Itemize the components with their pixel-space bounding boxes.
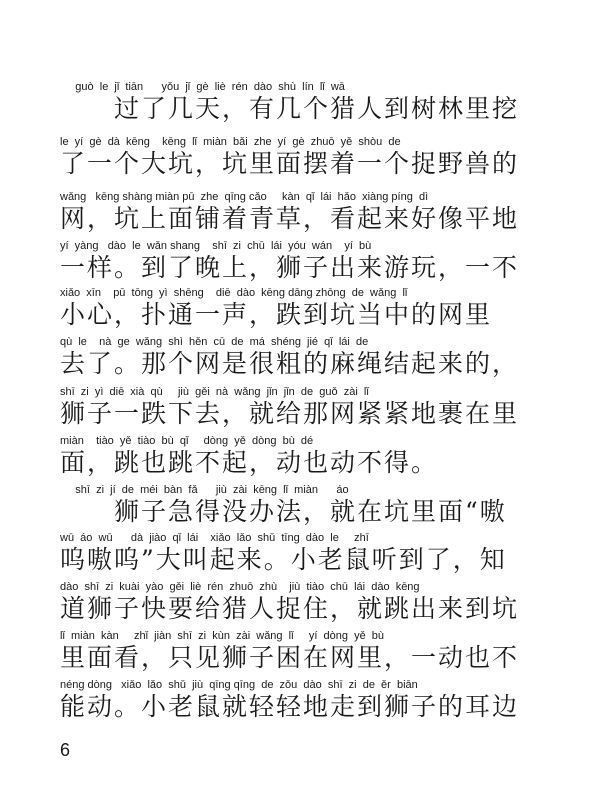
pinyin-row: shī zi jí de méi bàn fǎ jiù zài kēng lǐ miàn áo <box>60 484 349 496</box>
text-line <box>60 288 530 328</box>
hanzi-row: 道狮子快要给猎人捉住，就跳出来到坑 <box>60 593 520 623</box>
hanzi-row: 里面看，只见狮子困在网里，一动也不 <box>60 642 520 672</box>
text-line <box>60 533 530 573</box>
text-line <box>60 337 530 377</box>
text-line <box>60 241 530 281</box>
pinyin-row: xiǎo xīn pū tōng yì shēng diē dào kēng dāng zhōng de wǎng lǐ <box>60 287 408 299</box>
pinyin-row: wū áo wū dà jiào qǐ lái xiǎo lǎo shǔ tīng dào le zhī <box>60 532 369 544</box>
hanzi-row: 狮子一跌下去，就给那网紧紧地裹在里 <box>60 398 520 428</box>
text-line <box>60 387 530 427</box>
pinyin-row: lǐ miàn kàn zhǐ jiàn shī zi kùn zài wǎng lǐ yí dòng yě bù <box>60 630 385 642</box>
text-line <box>60 582 530 622</box>
pinyin-row: qù le nà ge wǎng shì hěn cū de má shéng jié qǐ lái de <box>60 336 369 348</box>
hanzi-row: 了一个大坑，坑里面摆着一个捉野兽的 <box>60 148 520 178</box>
text-line <box>60 436 530 476</box>
text-line <box>60 137 530 177</box>
text-line <box>60 485 530 525</box>
pinyin-row: le yí gè dà kēng kēng lǐ miàn bǎi zhe yí gè zhuō yě shòu de <box>60 136 401 148</box>
pinyin-row: dào shī zi kuài yào gěi liè rén zhuō zhù jiù tiào chū lái dào kēng <box>60 581 420 593</box>
text-line <box>60 82 530 122</box>
hanzi-row: 能动。小老鼠就轻轻地走到狮子的耳边 <box>60 691 520 721</box>
hanzi-row: 过了几天，有几个猎人到树林里挖 <box>60 93 520 123</box>
pinyin-row: yí yàng dào le wǎn shang shī zi chū lái yóu wán yí bù <box>60 240 372 252</box>
text-line <box>60 631 530 671</box>
text-line <box>60 192 530 232</box>
pinyin-row: guò le jǐ tiān yǒu jǐ gè liè rén dào shù lín lǐ wā <box>60 81 345 93</box>
hanzi-row: 狮子急得没办法，就在坑里面“嗷 <box>60 496 507 526</box>
hanzi-row: 网，坑上面铺着青草，看起来好像平地 <box>60 203 520 233</box>
hanzi-row: 小心，扑通一声，跌到坑当中的网里 <box>60 299 493 329</box>
pinyin-row: néng dòng xiǎo lǎo shǔ jiù qīng qīng de zǒu dào shī zi de ěr biān <box>60 679 418 691</box>
hanzi-row: 面，跳也跳不起，动也动不得。 <box>60 447 439 477</box>
page-number: 6 <box>60 740 71 760</box>
pinyin-row: wǎng kēng shàng miàn pū zhe qīng cǎo kàn qǐ lái hǎo xiàng píng dì <box>60 191 429 203</box>
pinyin-row: shī zi yì diē xià qù jiù gěi nà wǎng jǐn jǐn de guǒ zài lǐ <box>60 386 369 398</box>
hanzi-row: 一样。到了晚上，狮子出来游玩，一不 <box>60 252 520 282</box>
text-line <box>60 680 530 720</box>
hanzi-row: 呜嗷呜”大叫起来。小老鼠听到了，知 <box>60 544 507 574</box>
pinyin-row: miàn tiào yě tiào bù qǐ dòng yě dòng bù dé <box>60 435 314 447</box>
hanzi-row: 去了。那个网是很粗的麻绳结起来的， <box>60 348 520 378</box>
